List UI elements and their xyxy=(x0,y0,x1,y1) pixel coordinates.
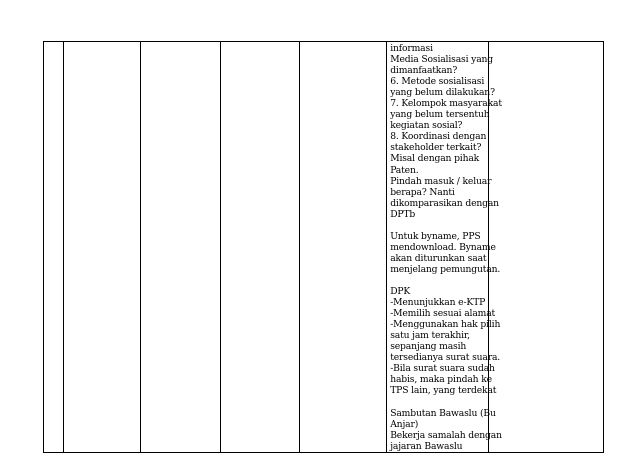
text-line: TPS lain, yang terdekat xyxy=(390,385,497,397)
text-line: informasi xyxy=(390,43,433,54)
text-line: stakeholder terkait? xyxy=(390,142,482,154)
table-cell-empty-2 xyxy=(64,42,141,453)
text-line: Paten. xyxy=(390,164,419,176)
table-cell-number xyxy=(44,42,64,453)
text-line: menjelang pemungutan. xyxy=(390,263,501,275)
text-line: Anjar) xyxy=(390,418,419,430)
text-line: berapa? Nanti xyxy=(390,186,455,198)
table-cell-empty-5 xyxy=(299,42,386,453)
text-line: dikomparasikan dengan xyxy=(390,197,499,209)
text-line: -Memilih sesuai alamat xyxy=(390,308,496,320)
table-row xyxy=(44,42,604,453)
text-line: Bekerja samalah dengan xyxy=(390,429,502,441)
text-line: Pindah masuk / keluar xyxy=(390,175,492,187)
text-line: akan diturunkan saat xyxy=(390,252,487,264)
text-line: -Menunjukkan e-KTP xyxy=(390,297,486,309)
text-line: habis, maka pindah ke xyxy=(390,374,492,386)
paragraph-gap xyxy=(390,275,485,286)
text-line: 6. Metode sosialisasi xyxy=(390,76,485,88)
text-line: mendownload. Byname xyxy=(390,241,496,253)
text-line: -Menggunakan hak pilih xyxy=(390,319,501,331)
text-line: dimanfaatkan? xyxy=(390,65,458,77)
text-line: Misal dengan pihak xyxy=(390,153,480,165)
text-line: satu jam terakhir, xyxy=(390,330,470,342)
paragraph-gap xyxy=(390,220,485,231)
minutes-table xyxy=(43,41,604,453)
text-line: kegiatan sosial? xyxy=(390,120,463,132)
text-line: -Bila surat suara sudah xyxy=(390,363,495,375)
text-line: yang belum tersentuh xyxy=(390,109,490,121)
text-line: DPTb xyxy=(390,208,416,220)
text-line: tersedianya surat suara. xyxy=(390,352,501,364)
content-cell-text xyxy=(387,42,502,452)
table-cell-content xyxy=(387,42,502,453)
table-cell-empty-4 xyxy=(220,42,299,453)
text-line: jajaran Bawaslu xyxy=(390,440,463,452)
text-line: Sambutan Bawaslu (Bu xyxy=(390,407,496,419)
table-cell-empty-3 xyxy=(141,42,220,453)
table-cell-empty-7 xyxy=(488,42,603,453)
text-line: 8. Koordinasi dengan xyxy=(390,131,487,143)
text-line: Untuk byname, PPS xyxy=(390,230,481,242)
paragraph-gap xyxy=(390,397,485,408)
text-line: sepanjang masih xyxy=(390,341,467,353)
text-line: DPK xyxy=(390,286,411,298)
text-line: Media Sosialisasi yang xyxy=(390,54,494,66)
text-line: yang belum dilakukan? xyxy=(390,87,495,99)
text-line: 7. Kelompok masyarakat xyxy=(390,98,502,110)
